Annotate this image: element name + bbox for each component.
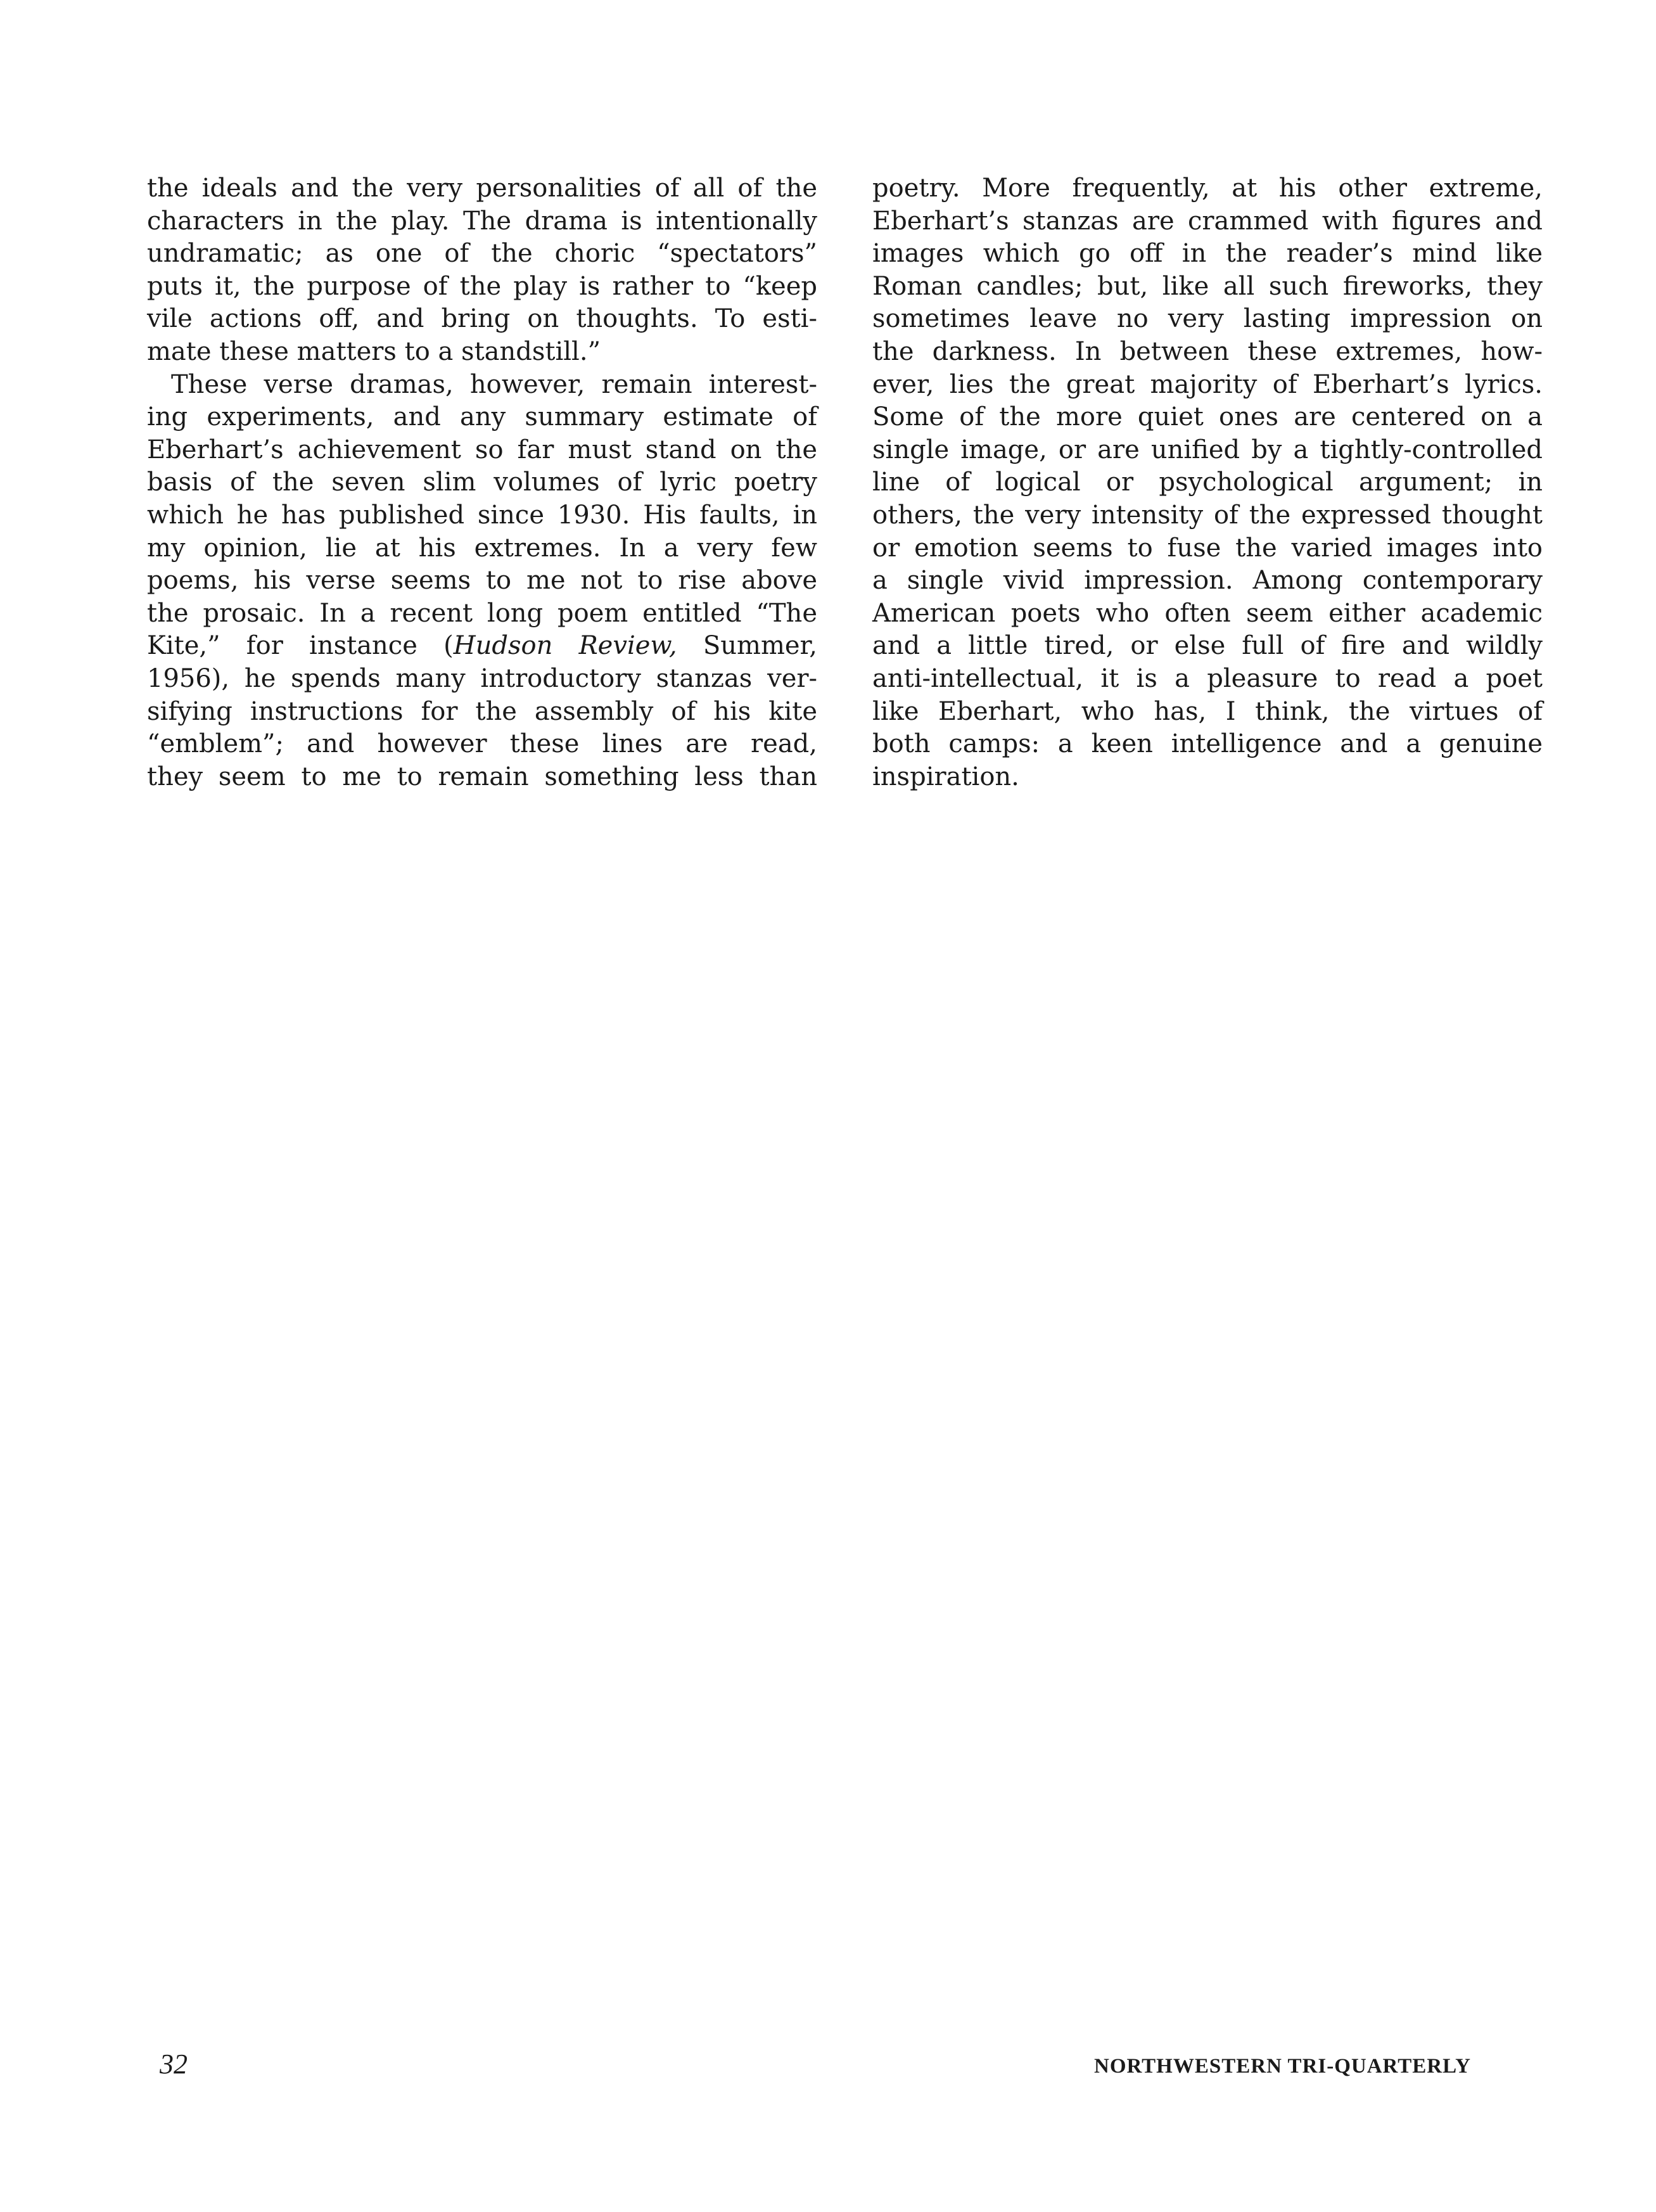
text-line: my opinion, lie at his extremes. In a very few [147, 533, 817, 563]
text-line: others, the very intensity of the expressed thought [872, 500, 1543, 530]
text-line: which he has published since 1930. His faults, in [147, 500, 817, 530]
text-line: Some of the more quiet ones are centered on a [872, 402, 1543, 432]
text-line: Eberhart’s stanzas are crammed with figures and [872, 206, 1543, 236]
text-line: like Eberhart, who has, I think, the virtues of [872, 696, 1543, 726]
text-line-with-italic [147, 630, 817, 663]
text-line: These verse dramas, however, remain interest- [171, 369, 817, 399]
text-line: the prosaic. In a recent long poem entitled “The [147, 598, 817, 628]
text-line: anti-intellectual, it is a pleasure to read a poet [872, 663, 1543, 693]
text-line: 1956), he spends many introductory stanzas ver- [147, 663, 817, 693]
page-number: 32 [160, 2049, 188, 2080]
text-line: both camps: a keen intelligence and a genuine [872, 729, 1543, 759]
text-line: the darkness. In between these extremes, how- [872, 336, 1543, 366]
text-line: they seem to me to remain something less than [147, 762, 817, 791]
right-column [872, 172, 1543, 793]
text-line: characters in the play. The drama is intentionally [147, 206, 817, 236]
text-line: “emblem”; and however these lines are read, [147, 729, 817, 759]
text-line: single image, or are unified by a tightly-controlled [872, 435, 1543, 464]
text-line: sifying instructions for the assembly of his kite [147, 696, 817, 726]
text-line: Roman candles; but, like all such fireworks, they [872, 271, 1543, 301]
text-segment: Kite,” for instance ( [147, 631, 454, 661]
text-line: puts it, the purpose of the play is rather to “keep [147, 271, 817, 301]
text-line: images which go off in the reader’s mind like [872, 239, 1543, 269]
text-line: the ideals and the very personalities of all of the [147, 174, 817, 203]
text-line: inspiration. [872, 762, 1019, 791]
journal-name: NORTHWESTERN TRI-QUARTERLY [1094, 2055, 1471, 2078]
text-line: a single vivid impression. Among contemporary [872, 566, 1543, 596]
text-line: American poets who often seem either academic [872, 598, 1543, 628]
text-line: sometimes leave no very lasting impression on [872, 304, 1543, 334]
text-line: ing experiments, and any summary estimate of [147, 402, 817, 432]
text-segment: Summer, [677, 631, 817, 661]
left-column [147, 172, 817, 793]
text-line: ever, lies the great majority of Eberhart’s lyrics. [872, 369, 1543, 399]
text-line: line of logical or psychological argument; in [872, 468, 1543, 497]
text-line: undramatic; as one of the choric “spectators” [147, 239, 817, 269]
text-line: basis of the seven slim volumes of lyric poetry [147, 468, 817, 497]
italic-title: Hudson Review, [453, 631, 677, 661]
text-line: or emotion seems to fuse the varied images into [872, 533, 1543, 563]
text-line: and a little tired, or else full of fire and wildly [872, 631, 1543, 661]
text-line: vile actions off, and bring on thoughts. To esti- [147, 304, 817, 334]
text-line: poems, his verse seems to me not to rise above [147, 566, 817, 596]
text-line: mate these matters to a standstill.” [147, 336, 601, 366]
text-line: Eberhart’s achievement so far must stand on the [147, 435, 817, 464]
text-line: poetry. More frequently, at his other extreme, [872, 174, 1543, 203]
